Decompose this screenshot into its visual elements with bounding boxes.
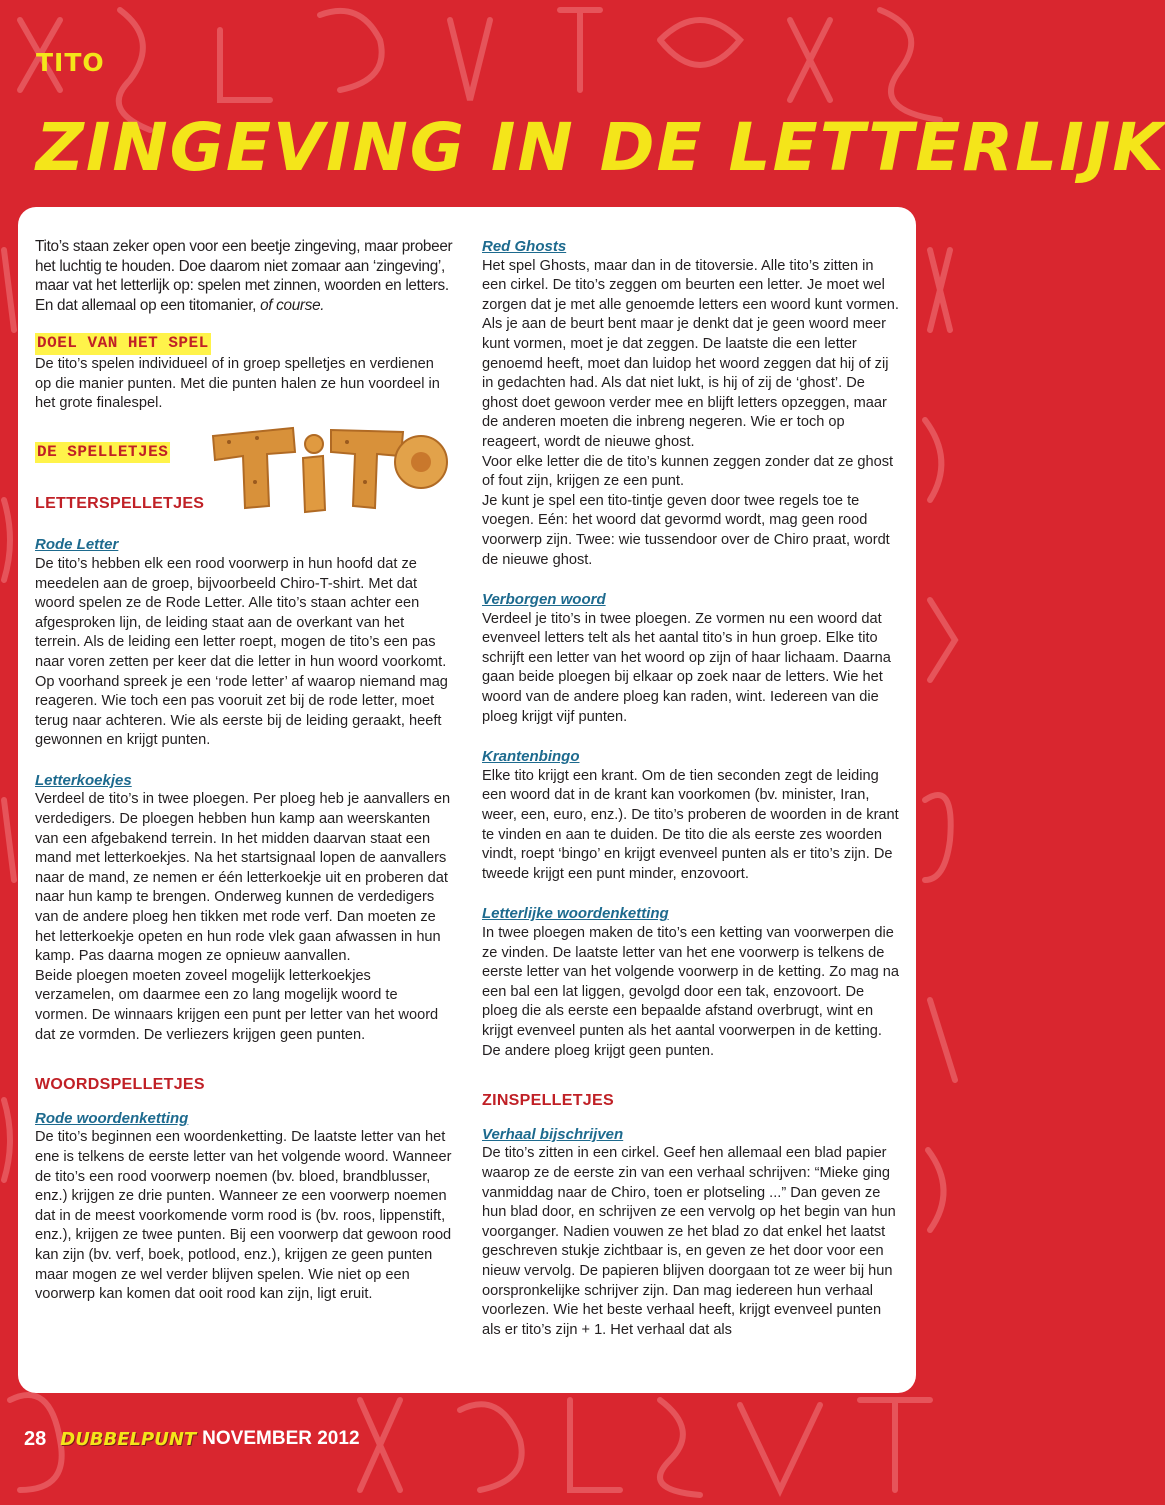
intro-paragraph xyxy=(35,237,453,315)
right-column xyxy=(482,237,900,1340)
letterkoekjes-title: Letterkoekjes xyxy=(35,771,132,789)
letter-games-heading: LETTERSPELLETJES xyxy=(35,494,205,512)
page-footer xyxy=(24,1424,360,1454)
left-column xyxy=(35,237,453,1305)
magazine-logo-part-1: DUBBEL xyxy=(60,1428,142,1450)
red-ghosts-text-2: Voor elke letter die de tito’s kunnen zeggen zonder dat ze ghost of fout zijn, krijgen ze een punt. xyxy=(482,453,894,490)
rode-woordenketting-text: De tito’s beginnen een woordenketting. De laatste letter van het ene is telkens de eerste letter van het volgende woord. Wanneer de tito’s een rood voorwerp noemen (bv. bloed, brandblusser, enz.) krijgen ze drie punten. Wanneer ze een voorwerp noemen dat in de meest voorkomende vorm rood is (bv. roos, lippenstift, enz.), krijgen ze twee punten. Bij een voorwerp dat gewoon rood kan zijn (bv. verf, boek, potlood, enz.), krijgen ze geen punten maar mogen ze wel verder blijven spelen. Wie niet op een voorwerp kan komen dat ooit rood kan zijn, ligt eruit. xyxy=(35,1129,452,1303)
verborgen-woord-text: Verdeel je tito’s in twee ploegen. Ze vormen nu een woord dat evenveel letters telt als het aantal tito’s in hun groep. Elke tito schrijft een letter van het woord op zijn of haar lichaam. Daarna gaan beide ploegen bij elkaar op zoek naar de letters. Wie het woord van de andere ploeg kan raden, wint. Iedereen van die ploeg krijgt vijf punten. xyxy=(482,610,891,725)
rode-letter-text: De tito’s hebben elk een rood voorwerp in hun hoofd dat ze meedelen aan de groep, bijvoorbeeld Chiro-T-shirt. Met dat woord spelen ze de Rode Letter. Alle tito’s staan achter een afgesproken lijn, de leiding staat aan de overkant van het terrein. Als de leiding een letter roept, mogen de tito’s een pas naar voren zetten per keer dat die letter in hun woord voorkomt. Op voorhand spreek je een ‘rode letter’ af waarop niemand mag reageren. Wie toch een pas vooruit zet bij de rode letter, moet terug naar achteren. Wie als eerste bij de leiding geraakt, heeft gewonnen en krijgt punten. xyxy=(35,555,448,749)
sentence-games-heading: ZINSPELLETJES xyxy=(482,1092,614,1110)
page-number: 28 xyxy=(24,1427,47,1450)
issue-date: NOVEMBER 2012 xyxy=(202,1428,360,1449)
goal-text: De tito’s spelen individueel of in groep spelletjes en verdienen op die manier punten. Met die punten halen ze hun voordeel in het grote finalespel. xyxy=(35,355,440,412)
red-ghosts-text-3: Je kunt je spel een tito-tintje geven door twee regels toe te voegen. Eén: het woord dat gevormd wordt, mag geen rood voorwerp zijn. Twee: wie tussendoor over de Chiro praat, wordt de nieuwe ghost. xyxy=(482,492,890,568)
content-panel xyxy=(18,207,916,1393)
verhaal-text: De tito’s zitten in een cirkel. Geef hen allemaal een blad papier waarop ze de eerste zin van een verhaal schrijven: “Mieke ging vanmiddag naar de Chiro, toen er plotseling ...” Dan geven ze hun blad door, en schrijven ze een vervolg op het begin van hun voorganger. Nadien vouwen ze het blad zo dat enkel het laatst geschreven stukje zichtbaar is, en geven ze het door voor een nieuw vervolg. De papieren blijven doorgaan tot ze weer bij hun oorspronkelijke schrijver zijn. Dan mag iedereen hun verhaal voorlezen. Wie het beste verhaal heeft, krijgt evenveel punten als er tito’s zijn + 1. Het verhaal dat als xyxy=(482,1145,896,1338)
games-heading-row xyxy=(35,442,453,486)
rode-letter-title: Rode Letter xyxy=(35,536,119,554)
magazine-logo xyxy=(60,1429,196,1450)
page-headline: ZINGEVING IN DE LETTERLIJK xyxy=(36,109,1165,186)
letterlijke-woordenketting-title: Letterlijke woordenketting xyxy=(482,905,669,923)
intro-text: Tito’s staan zeker open voor een beetje zingeving, maar probeer het luchtig te houden. Doe daarom niet zomaar aan ‘zingeving’, maar vat het letterlijk op: spelen met zinnen, woorden en letters. En dat allemaal op een titomanier, xyxy=(35,238,453,314)
intro-emphasis: of course. xyxy=(260,296,325,314)
tito-biscuit-letters-image xyxy=(207,422,445,520)
rode-woordenketting-title: Rode woordenketting xyxy=(35,1109,189,1127)
red-ghosts-title: Red Ghosts xyxy=(482,238,567,255)
games-heading: DE SPELLETJES xyxy=(35,442,170,464)
letterkoekjes-text-2: Beide ploegen moeten zoveel mogelijk letterkoekjes verzamelen, om daarmee een zo lang mogelijk woord te vormen. De winnaars krijgen een punt per letter van het woord dat ze vormden. De verliezers krijgen geen punten. xyxy=(35,967,439,1043)
letterlijke-woordenketting-text: In twee ploegen maken de tito’s een ketting van voorwerpen die ze vinden. De laatste letter van het ene voorwerp is telkens de eerste letter van het volgende voorwerp in de ketting. Zo mag na een bal een lat liggen, gevolgd door een tak, enzovoort. De ploeg die als eerste een bepaalde afstand overbrugt, wint en krijgt evenveel punten als het aantal voorwerpen in de ketting. De andere ploeg krijgt geen punten. xyxy=(482,925,899,1059)
krantenbingo-title: Krantenbingo xyxy=(482,748,580,766)
magazine-logo-part-2: PUNT xyxy=(141,1428,197,1450)
word-games-heading: WOORDSPELLETJES xyxy=(35,1076,205,1094)
letterkoekjes-text-1: Verdeel de tito’s in twee ploegen. Per ploeg heb je aanvallers en verdedigers. De ploegen hebben hun kamp aan weerskanten van een afgebakend terrein. In het midden daarvan staat een mand met letterkoekjes. Na het startsignaal lopen de aanvallers naar de mand, ze nemen er één letterkoekje uit en proberen dat naar hun kamp te brengen. Onderweg kunnen de verdedigers van de andere ploeg hen tikken met rode verf. Dan moeten ze het letterkoekje opeten en hun rode vlek gaan afwassen in hun kamp. Pas daarna mogen ze opnieuw aanvallen. xyxy=(35,791,451,965)
verborgen-woord-title: Verborgen woord xyxy=(482,591,606,609)
goal-heading: DOEL VAN HET SPEL xyxy=(35,333,211,355)
section-tag: TITO xyxy=(36,48,105,77)
krantenbingo-text: Elke tito krijgt een krant. Om de tien seconden zegt de leiding een woord dat in de krant kan voorkomen (bv. minister, Iran, weer, een, euro, enz.). De tito’s proberen de woorden in de krant te vinden en aan te duiden. De tito die als eerste zes woorden vindt, roept ‘bingo’ en krijgt evenveel punten als er tito’s zijn. De tweede krijgt een punt minder, enzovoort. xyxy=(482,767,899,882)
red-ghosts-text-1: Het spel Ghosts, maar dan in de titoversie. Alle tito’s zitten in een cirkel. De tito’s zeggen om beurten een letter. Je moet wel zorgen dat je met alle genoemde letters een woord kunt vormen. Als je aan de beurt bent maar je denkt dat je geen woord meer kunt vormen, moet je dat zeggen. De laatste die een letter genoemd heeft, moet dan luidop het woord zeggen dat hij of zij in gedachten had. Als dat niet lukt, is hij of zij de ‘ghost’. De ghost doet gewoon verder mee en blijft letters opzeggen, maar de anderen moeten die inbreng negeren. Wie er toch op reageert, wordt de nieuwe ghost. xyxy=(482,257,899,450)
verhaal-title: Verhaal bijschrijven xyxy=(482,1125,624,1143)
